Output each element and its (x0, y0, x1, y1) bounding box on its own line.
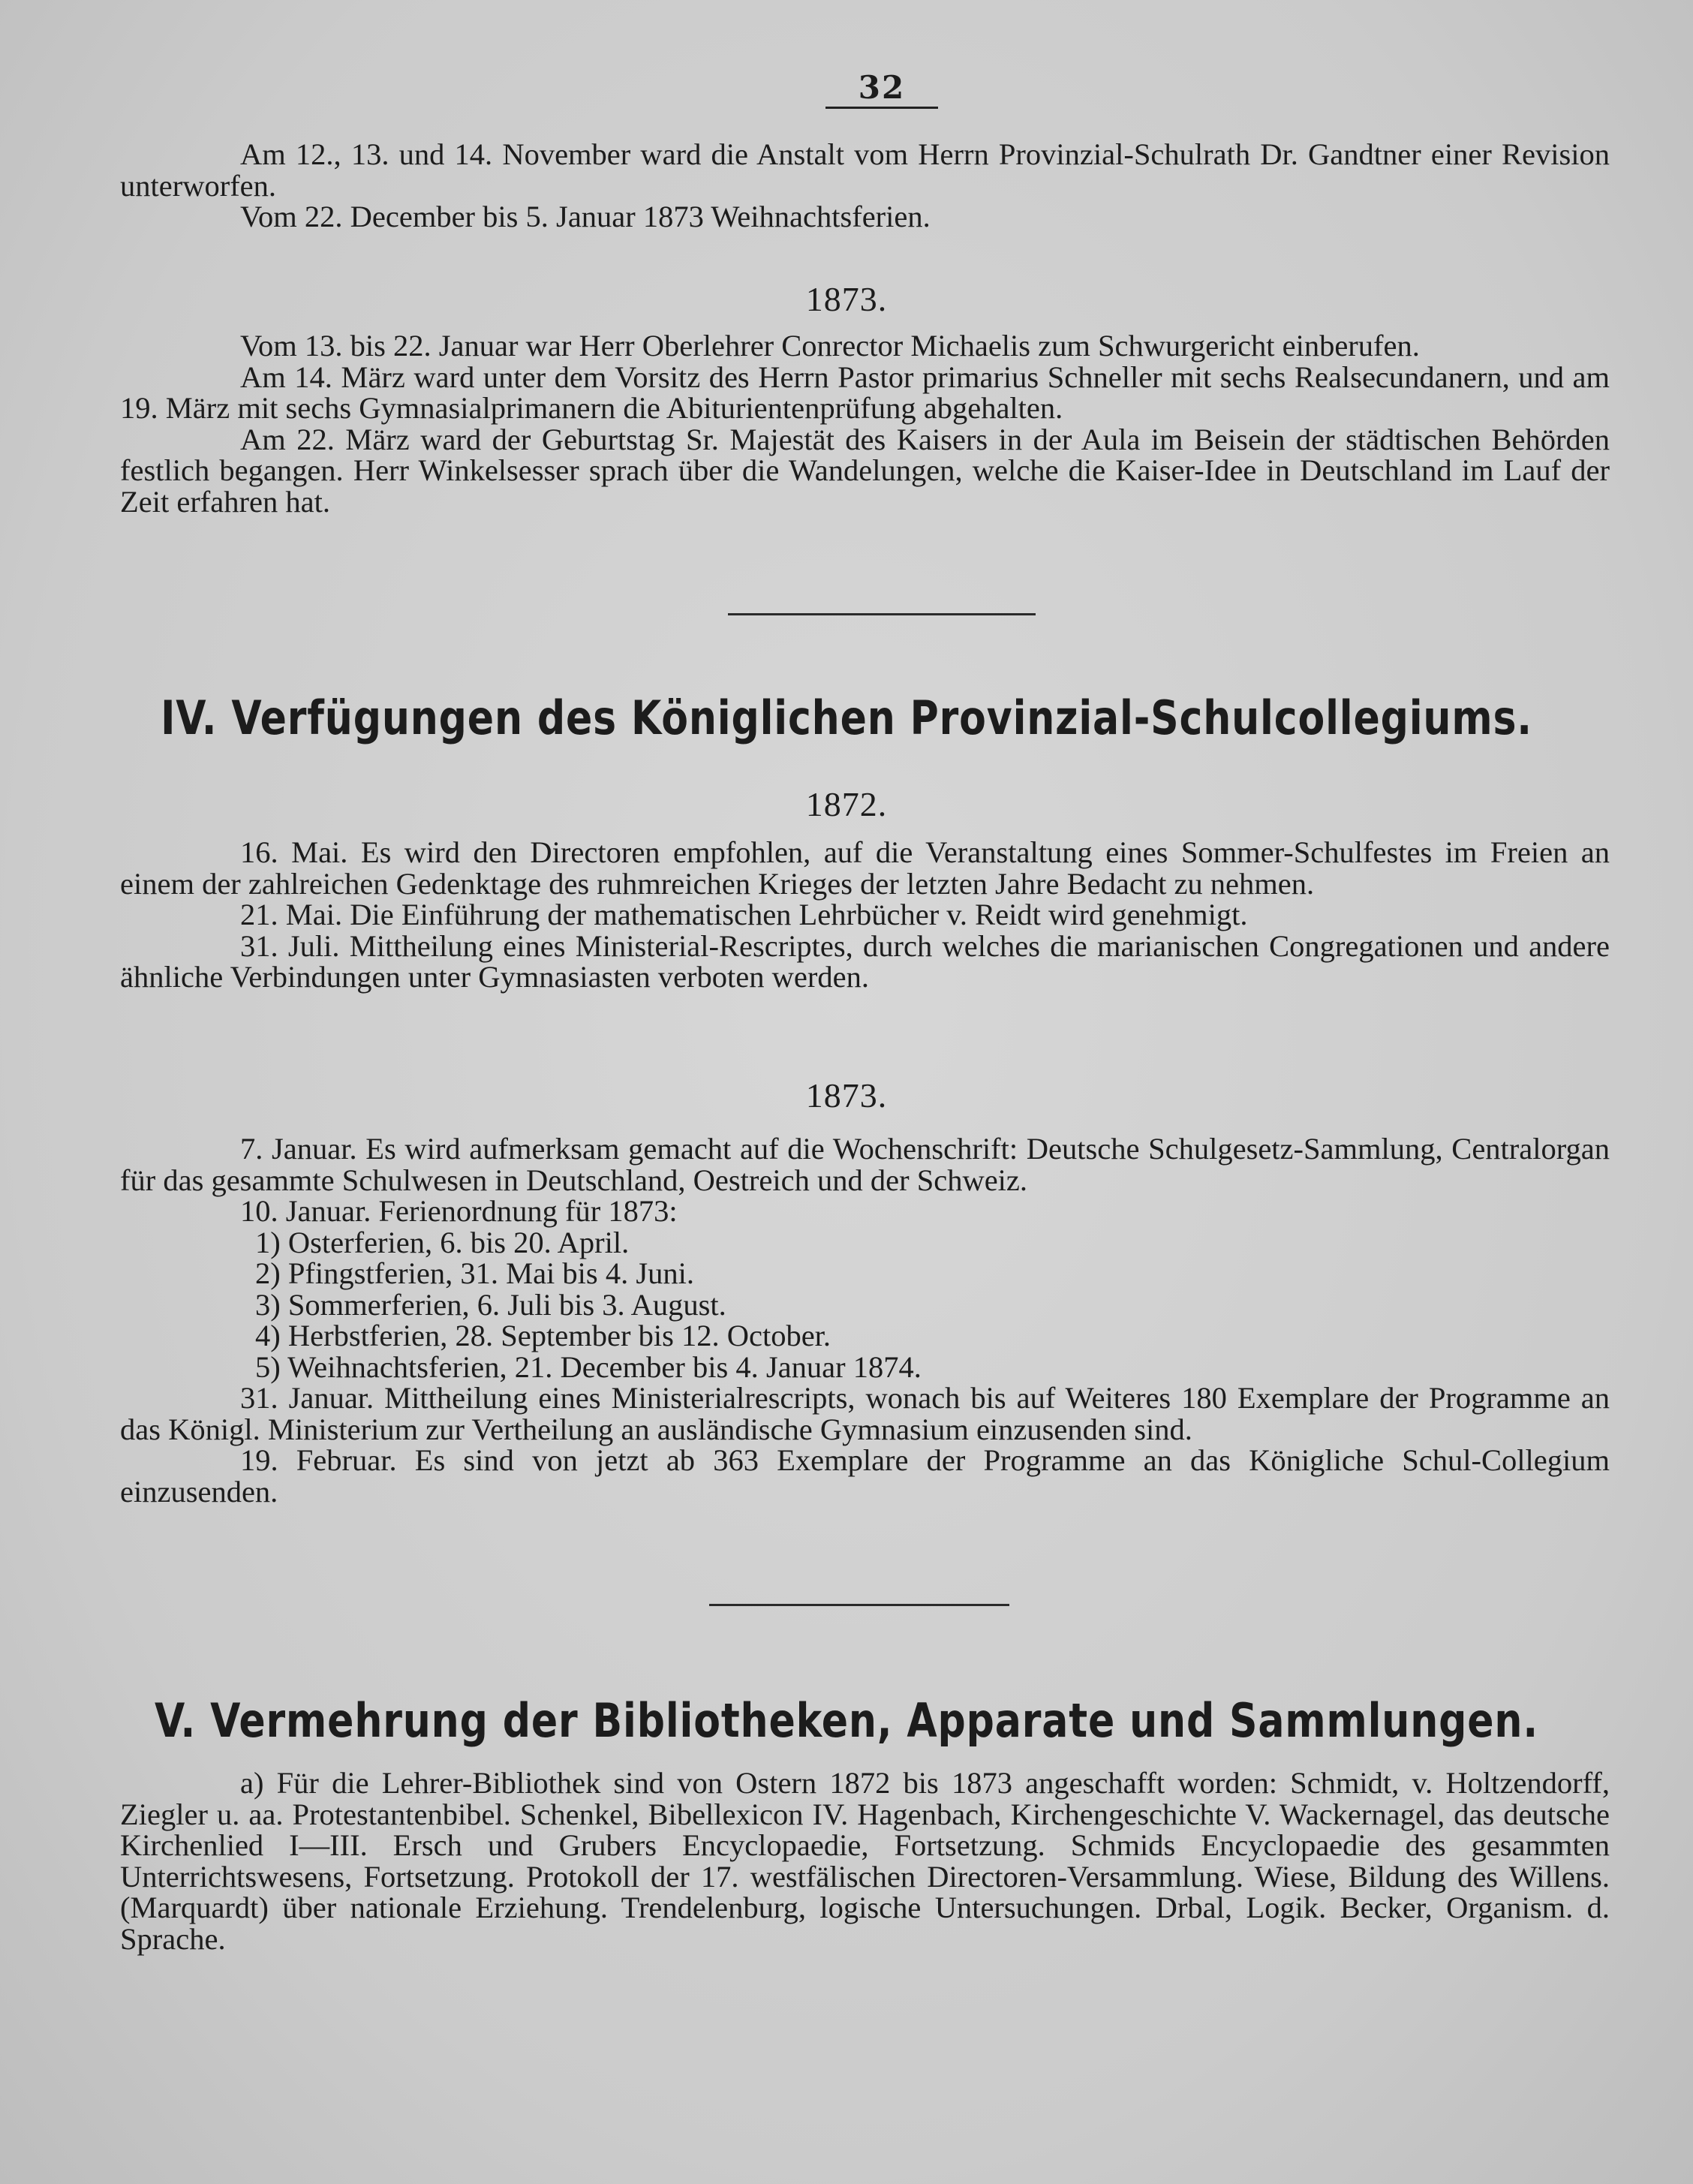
decree-entry: 10. Januar. Ferienordnung für 1873: (240, 1194, 678, 1228)
decree-entry: 31. Januar. Mittheilung eines Ministerialrescripts, wonach bis auf Weiteres 180 Exemplare der Programme an das Königl. Ministerium zur Vertheilung an ausländische Gymnasium einzusenden sind. (120, 1381, 1610, 1446)
exam-paragraph: Am 14. März ward unter dem Vorsitz des Herrn Pastor primarius Schneller mit sechs Realsecundanern, und am 19. März mit sechs Gymnasialprimanern die Abiturientenprüfung abgehalten. (120, 359, 1610, 425)
chronicle-1872-block (120, 139, 1610, 233)
page-number-underline (825, 107, 938, 109)
year-heading-1873: 1873. (805, 1076, 888, 1115)
page-number: 32 (858, 69, 906, 106)
section-v-heading: V. Vermehrung der Bibliotheken, Apparate und Sammlungen. (155, 1693, 1538, 1748)
jury-duty-paragraph: Vom 13. bis 22. Januar war Herr Oberlehrer Conrector Michaelis zum Schwurgericht einberufen. (240, 329, 1420, 362)
decree-entry: 16. Mai. Es wird den Directoren empfohlen, auf die Veranstaltung eines Sommer-Schulfestes im Freien an einem der zahlreichen Gedenktage des ruhmreichen Krieges der letzten Jahre Bedacht zu nehmen. (120, 835, 1610, 901)
holiday-list-item: 5) Weihnachtsferien, 21. December bis 4. Januar 1874. (255, 1349, 922, 1384)
year-heading-1872: 1872. (805, 785, 888, 823)
revision-paragraph: Am 12., 13. und 14. November ward die Anstalt vom Herrn Provinzial-Schulrath Dr. Gandtner einer Revision unterworfen. (120, 137, 1610, 203)
decree-entry: 21. Mai. Die Einführung der mathematischen Lehrbücher v. Reidt wird genehmigt. (240, 898, 1248, 931)
section-divider (709, 1604, 1009, 1606)
section-iv-heading: IV. Verfügungen des Königlichen Provinzial-Schulcollegiums. (161, 690, 1532, 745)
decree-entry: 31. Juli. Mittheilung eines Ministerial-Rescriptes, durch welches die marianischen Congregationen und andere ähnliche Verbindungen unter Gymnasiasten verboten werden. (120, 928, 1610, 994)
chronicle-1873-block (120, 330, 1610, 517)
year-heading-1873: 1873. (805, 280, 888, 318)
library-paragraph: a) Für die Lehrer-Bibliothek sind von Ostern 1872 bis 1873 angeschafft worden: Schmidt, v. Holtzendorff, Ziegler u. aa. Protestantenbibel. Schenkel, Bibellexicon IV. Hagenbach, Kirchengeschichte V. Wackernagel, das deutsche Kirchenlied I—III. Ersch und Grubers Encyclopaedie, Fortsetzung. Schmids Encyclopaedie des gesammten Unterrichtswesens, Fortsetzung. Protokoll der 17. westfälischen Directoren-Versammlung. Wiese, Bildung des Willens. (Marquardt) über nationale Erziehung. Trendelenburg, logische Untersuchungen. Drbal, Logik. Becker, Organism. d. Sprache. (120, 1766, 1610, 1956)
holiday-list-item: 4) Herbstferien, 28. September bis 12. October. (255, 1319, 831, 1352)
decrees-1872-block (120, 837, 1610, 993)
section-divider (728, 613, 1036, 615)
decrees-1873-block (120, 1133, 1610, 1507)
decree-entry: 19. Februar. Es sind von jetzt ab 363 Exemplare der Programme an das Königliche Schul-Collegium einzusenden. (120, 1443, 1610, 1509)
holiday-list-item: 1) Osterferien, 6. bis 20. April. (255, 1225, 630, 1259)
holiday-list-item: 2) Pfingstferien, 31. Mai bis 4. Juni. (255, 1256, 694, 1290)
decree-entry: 7. Januar. Es wird aufmerksam gemacht auf die Wochenschrift: Deutsche Schulgesetz-Sammlung, Centralorgan für das gesammte Schulwesen in Deutschland, Oestreich und der Schweiz. (120, 1132, 1610, 1197)
holiday-list-item: 3) Sommerferien, 6. Juli bis 3. August. (255, 1287, 726, 1322)
emperor-birthday-paragraph: Am 22. März ward der Geburtstag Sr. Majestät des Kaisers in der Aula im Beisein der städtischen Behörden festlich begangen. Herr Winkelsesser sprach über die Wandelungen, welche die Kaiser-Idee in Deutschland im Lauf der Zeit erfahren hat. (120, 422, 1610, 519)
christmas-holidays-paragraph: Vom 22. December bis 5. Januar 1873 Weihnachtsferien. (240, 200, 931, 233)
library-acquisitions-block (120, 1767, 1610, 1954)
